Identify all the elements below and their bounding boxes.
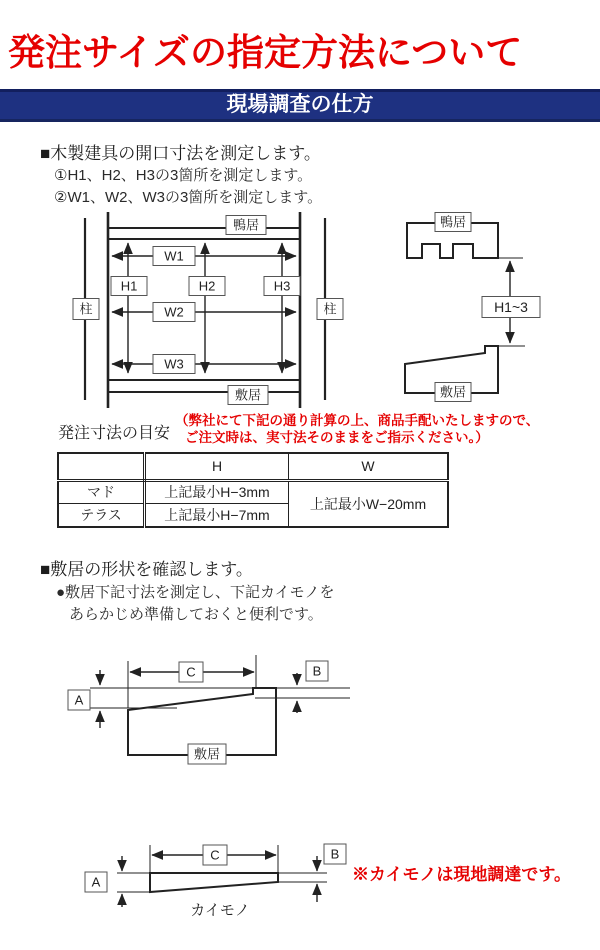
opening-section-heading: ■木製建具の開口寸法を測定します。: [40, 144, 321, 163]
opening-step-1: ①H1、H2、H3の3箇所を測定します。: [54, 167, 313, 184]
svg-text:C: C: [186, 664, 196, 680]
svg-text:鴨居: 鴨居: [439, 214, 467, 230]
order-size-table: [57, 452, 449, 528]
svg-text:A: A: [74, 692, 84, 708]
svg-text:C: C: [210, 847, 220, 863]
table-corner-cell: [58, 453, 145, 480]
shikii-section-label: [435, 383, 471, 402]
pillar-left-label: [73, 299, 99, 320]
h1-label: [111, 277, 147, 296]
kamoi-section-label: [435, 213, 471, 232]
row-terrace-h: 上記最小H−7mm: [145, 503, 289, 527]
w1-label: [153, 247, 195, 266]
svg-text:柱: 柱: [79, 301, 93, 317]
shikii-dimension-diagram: [55, 645, 365, 775]
dim-c-label: [203, 845, 227, 865]
table-header-h: H: [145, 453, 289, 480]
opening-step-2: ②W1、W2、W3の3箇所を測定します。: [54, 189, 323, 206]
svg-text:敷居: 敷居: [234, 387, 262, 403]
kamoi-label: [226, 216, 266, 235]
row-mado-name: マド: [58, 480, 145, 503]
order-size-note: [175, 413, 539, 446]
shikii-bullet-line1: ●敷居下記寸法を測定し、下記カイモノを: [56, 584, 335, 601]
shikii-section-heading: ■敷居の形状を確認します。: [40, 560, 253, 579]
dim-b-label: [324, 844, 346, 864]
order-size-label: 発注寸法の目安: [58, 425, 171, 442]
row-terrace-name: テラス: [58, 503, 145, 527]
order-size-note-line1: （弊社にて下記の通り計算の上、商品手配いたしますので、: [175, 413, 540, 428]
section-banner: 現場調査の仕方: [0, 89, 600, 122]
table-header-w: W: [289, 453, 449, 480]
h3-label: [264, 277, 300, 296]
svg-text:B: B: [312, 663, 322, 679]
shikii-label: [228, 386, 268, 405]
svg-text:H2: H2: [198, 278, 216, 294]
svg-text:H3: H3: [273, 278, 291, 294]
opening-measure-diagram: [50, 205, 350, 410]
svg-text:H1: H1: [120, 278, 138, 294]
svg-text:W1: W1: [164, 248, 184, 264]
cross-section-diagram: [390, 205, 565, 410]
kaimono-diagram: [75, 835, 365, 925]
dim-a-label: [85, 872, 107, 892]
dim-b-label: [306, 661, 328, 681]
w3-label: [153, 355, 195, 374]
table-row: [58, 480, 448, 503]
h2-label: [189, 277, 225, 296]
svg-text:W2: W2: [164, 304, 184, 320]
pillar-right-label: [317, 299, 343, 320]
h-range-label: [482, 297, 540, 318]
measure-arrows: [112, 243, 296, 373]
dim-c-label: [179, 662, 203, 682]
dim-a-label: [68, 690, 90, 710]
svg-text:鴨居: 鴨居: [232, 217, 260, 233]
w-value-cell: 上記最小W−20mm: [289, 480, 449, 527]
svg-text:W3: W3: [164, 356, 184, 372]
order-size-note-line2: ご注文時は、実寸法そのままをご指示ください。）: [185, 429, 489, 445]
svg-text:A: A: [91, 874, 101, 890]
shikii-bullet-line2: あらかじめ準備しておくと便利です。: [69, 606, 323, 623]
kaimono-shape-label: カイモノ: [190, 902, 250, 919]
svg-text:敷居: 敷居: [193, 746, 221, 762]
kaimono-note: ※カイモノは現地調達です。: [352, 865, 571, 884]
shikii-shape-label: [188, 744, 226, 764]
row-mado-h: 上記最小H−3mm: [145, 480, 289, 503]
svg-text:B: B: [330, 846, 340, 862]
svg-text:敷居: 敷居: [439, 384, 467, 400]
svg-text:柱: 柱: [323, 301, 337, 317]
page-title: 発注サイズの指定方法について: [8, 32, 523, 73]
w2-label: [153, 303, 195, 322]
svg-text:H1~3: H1~3: [494, 299, 528, 315]
